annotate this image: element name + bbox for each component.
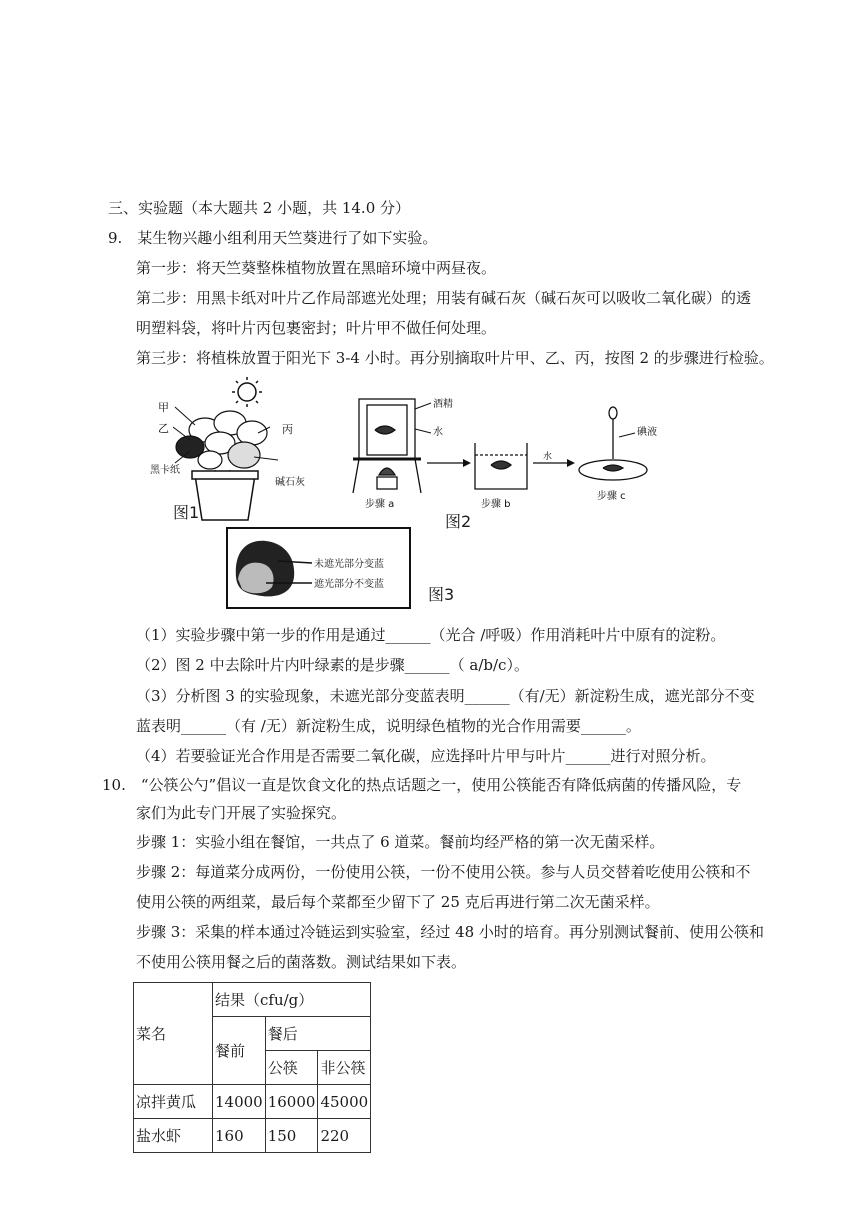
header-result: 结果（cfu/g） [213,983,371,1017]
q9-sub1: （1）实验步骤中第一步的作用是通过______（光合 /呼吸）作用消耗叶片中原有的淀粉。 [136,626,726,644]
cell-nonpublic: 220 [318,1119,371,1153]
fig1-label-paper: 黑卡纸 [150,465,180,476]
q9-sub3-line2: 蓝表明______（有 /无）新淀粉生成，说明绿色植物的光合作用需要______。 [136,717,641,735]
cell-public: 150 [265,1119,318,1153]
header-before: 餐前 [213,1017,266,1085]
q9-sub4: （4）若要验证光合作用是否需要二氧化碳，应选择叶片甲与叶片______进行对照分析。 [136,747,716,765]
table-row [134,1119,371,1153]
fig2-label-iodine: 碘液 [637,427,657,438]
fig2-step-a: 步骤 a [365,499,395,510]
q9-step3: 第三步：将植株放置于阳光下 3-4 小时。再分别摘取叶片甲、乙、丙，按图 2 的步骤进行检验。 [136,349,774,367]
results-table [133,982,371,1153]
cell-before: 160 [213,1119,266,1153]
header-after: 餐后 [265,1017,370,1051]
fig1-label-lime: 碱石灰 [275,477,305,488]
fig3-label-unshaded: 未遮光部分变蓝 [314,559,384,570]
cell-before: 14000 [213,1085,266,1119]
fig1-caption: 图1 [173,503,200,522]
fig2-label-alcohol: 酒精 [433,399,453,410]
step-a-apparatus [353,399,421,493]
cell-public: 16000 [265,1085,318,1119]
sun-icon [232,377,262,407]
q10-step2-line2: 使用公筷的两组菜，最后每个菜都至少留下了 25 克后再进行第二次无菌采样。 [136,893,660,911]
step-b-beaker [475,443,527,489]
fig3-label-shaded: 遮光部分不变蓝 [314,579,384,590]
q10-step2-line1: 步骤 2：每道菜分成两份，一份使用公筷，一份不使用公筷。参与人员交替着吃使用公筷和不 [136,863,751,881]
table-row [134,1085,371,1119]
q10-intro-line2: 家们为此专门开展了实验探究。 [136,804,347,822]
figure-2-steps [345,395,775,515]
fig2-step-b: 步骤 b [481,499,511,510]
header-nonpublic: 非公筷 [318,1051,371,1085]
cell-dish: 盐水虾 [134,1119,213,1153]
q10-intro-line1: 10. “公筷公勺”倡议一直是饮食文化的热点话题之一，使用公筷能否有降低病菌的传播风险，专 [102,776,742,794]
cell-nonpublic: 45000 [318,1085,371,1119]
q9-sub3-line1: （3）分析图 3 的实验现象，未遮光部分变蓝表明______（有/无）新淀粉生成，遮光部分不变 [136,687,755,705]
header-dish: 菜名 [134,983,213,1085]
fig2-caption: 图2 [445,512,472,531]
q10-step3-line2: 不使用公筷用餐之后的菌落数。测试结果如下表。 [136,953,467,971]
q9-intro: 9. 某生物兴趣小组利用天竺葵进行了如下实验。 [108,229,438,247]
header-public: 公筷 [265,1051,318,1085]
section-title: 三、实验题（本大题共 2 小题，共 14.0 分） [108,199,411,217]
fig3-caption: 图3 [428,585,455,604]
q10-step3-line1: 步骤 3：采集的样本通过冷链运到实验室，经过 48 小时的培育。再分别测试餐前、使用公筷和 [136,923,764,941]
q9-step1: 第一步：将天竺葵整株植物放置在黑暗环境中两昼夜。 [136,259,497,277]
step-c-dish [579,407,647,480]
cell-dish: 凉拌黄瓜 [134,1085,213,1119]
fig2-step-c: 步骤 c [597,491,626,502]
fig1-label-jia: 甲 [158,401,169,414]
fig2-label-water2: 水 [543,452,553,462]
q9-step2-line2: 明塑料袋，将叶片丙包裹密封；叶片甲不做任何处理。 [136,319,497,337]
fig1-label-bing: 丙 [282,423,293,436]
fig1-label-yi: 乙 [158,422,169,435]
q9-step2-line1: 第二步：用黑卡纸对叶片乙作局部遮光处理；用装有碱石灰（碱石灰可以吸收二氧化碳）的透 [136,289,752,307]
q10-step1: 步骤 1：实验小组在餐馆，一共点了 6 道菜。餐前均经严格的第一次无菌采样。 [136,833,665,851]
fig2-label-water: 水 [433,427,443,438]
q9-sub2: （2）图 2 中去除叶片内叶绿素的是步骤______（ a/b/c）。 [136,656,529,674]
figure-3-leaf [226,527,411,609]
